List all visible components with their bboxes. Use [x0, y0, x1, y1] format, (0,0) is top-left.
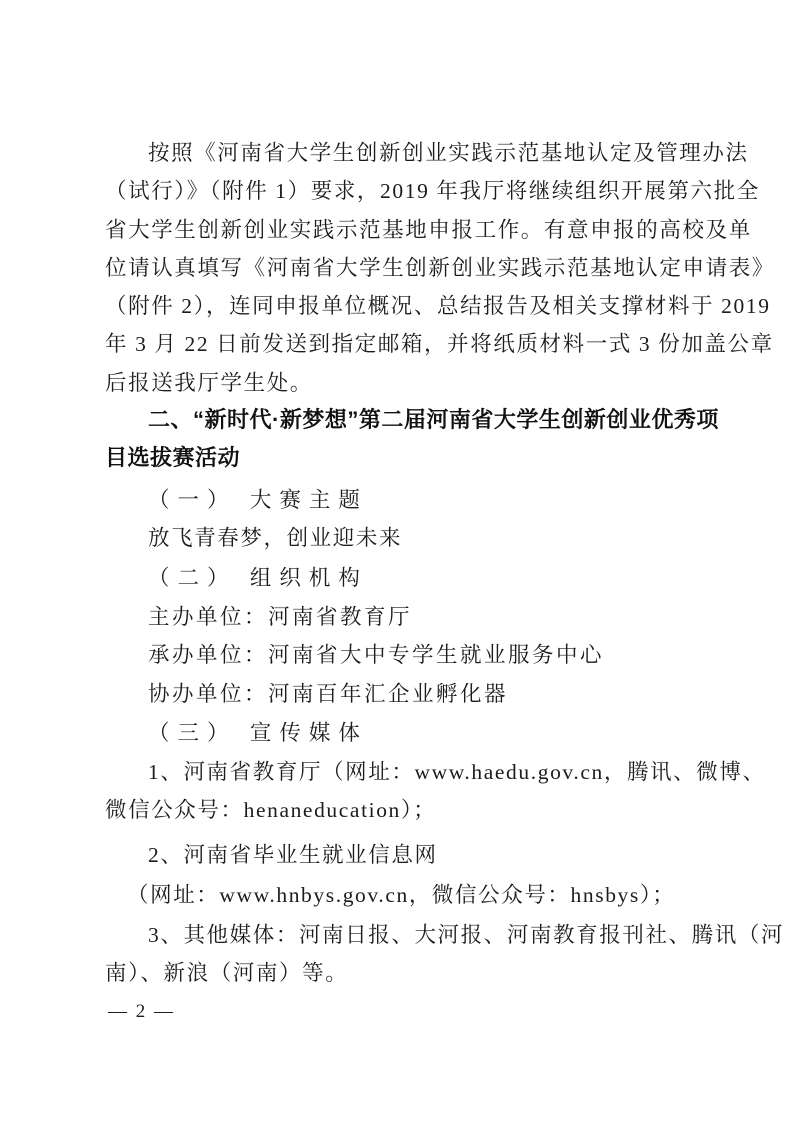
- media-item-1: [105, 753, 766, 830]
- text-line: 后报送我厅学生处。: [105, 370, 313, 395]
- media-line: 2、河南省毕业生就业信息网: [148, 843, 438, 867]
- organizer-host-line: 主办单位：河南省教育厅: [148, 605, 413, 629]
- theme-text: 放飞青春梦，创业迎未来: [148, 526, 403, 550]
- media-line: 微信公众号：henaneducation）；: [105, 798, 437, 823]
- subsection-heading-2: [105, 559, 723, 597]
- organizer-coorganizer-line: 协办单位：河南百年汇企业孵化器: [148, 681, 509, 706]
- subsection-heading-3: [105, 714, 723, 752]
- media-item-3: [105, 916, 785, 993]
- text-line: 位请认真填写《河南省大学生创新创业实践示范基地认定申请表》: [105, 255, 775, 280]
- subsection-heading-1: [105, 481, 723, 519]
- subsection-heading-text: （一） 大赛主题: [148, 488, 368, 512]
- section-heading: [105, 401, 723, 478]
- text-line: 年 3 月 22 日前发送到指定邮箱，并将纸质材料一式 3 份加盖公章: [105, 332, 774, 357]
- media-item-2: [105, 836, 723, 874]
- text-line: （附件 2），连同申报单位概况、总结报告及相关支撑材料于 2019: [105, 294, 771, 319]
- media-line: 3、其他媒体：河南日报、大河报、河南教育报刊社、腾讯（河: [148, 923, 785, 947]
- text-line: 按照《河南省大学生创新创业实践示范基地认定及管理办法: [148, 141, 749, 165]
- section-heading-line: 目选拔赛活动: [105, 445, 241, 471]
- media-line: 南）、新浪（河南）等。: [105, 961, 349, 986]
- text-line: （试行）》（附件 1）要求，2019 年我厅将继续组织开展第六批全: [105, 179, 760, 204]
- page-number: — 2 —: [108, 1001, 175, 1022]
- intro-paragraph: [105, 134, 775, 402]
- theme-paragraph: [105, 519, 723, 557]
- media-line: （网址：www.hnbys.gov.cn，微信公众号：hnsbys）；: [127, 883, 676, 907]
- media-line: 1、河南省教育厅（网址：www.haedu.gov.cn，腾讯、微博、: [148, 760, 766, 784]
- organizers-list: [105, 598, 723, 713]
- subsection-heading-text: （三） 宣传媒体: [148, 721, 368, 745]
- section-heading-line: 二、“新时代·新梦想”第二届河南省大学生创新创业优秀项: [148, 407, 719, 432]
- text-line: 省大学生创新创业实践示范基地申报工作。有意申报的高校及单: [105, 217, 752, 242]
- media-item-2-url: [105, 876, 723, 914]
- subsection-heading-text: （二） 组织机构: [148, 566, 368, 590]
- organizer-undertaker-line: 承办单位：河南省大中专学生就业服务中心: [148, 643, 605, 668]
